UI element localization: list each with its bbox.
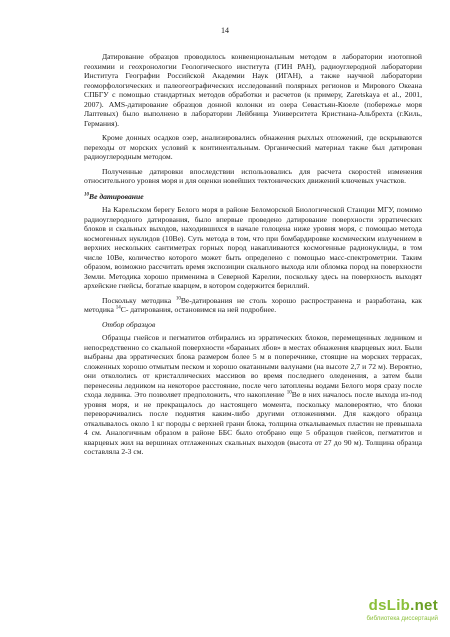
watermark-logo	[369, 597, 438, 614]
dslib-watermark	[346, 597, 438, 625]
isotope-c-sup: 14	[115, 305, 121, 311]
watermark-subtitle: библиотека диссертаций	[366, 615, 438, 622]
text-fragment: Образцы гнейсов и пегматитов отбирались из эрратических блоков, перемещенных ледником и непосредственно со скальной поверхности «бараньих лбов» в местах обнажения кварцевых жил. Были выбраны два эрратических блока размером более 5 м в поперечнике, стоящие на морских террасах, сложенных хорошо отмытым песком и хорошо окатанными валунами (на высоте 2,7 и 72 м). Вероятно, они откололись от кристаллических массивов во время последнего оледенения, а затем были перенесены ледником на некоторое расстояние, после чего затоплены водами Белого моря сразу после схода ледника. Это позволяет предположить, что накопление	[84, 333, 422, 399]
paragraph-white-sea-method: На Карельском берегу Белого моря в районе Беломорской Биологической Станции МГУ, помимо радиоуглеродного датирования, было впервые проведено датирование поверхности эрратических блоков и скальных выходов, находившихся в начале голоцена ниже уровня моря, с помощью метода космогенных нуклидов (10Ве). Суть метода в том, что при бомбардировке космическим излучением в верхних нескольких сантиметрах горных пород накапливаются космогенные радионуклиды, в том числе 10Ве, количество которого может быть определено с помощью масс-спектрометрии. Таким образом, возможно рассчитать время экспозиции скального выхода или обломка пород на поверхности Земли. Методика хорошо применима в Северной Карелии, поскольку здесь на поверхность выходят архейские гнейсы, богатые кварцем, в котором содержится бериллий.	[84, 205, 422, 290]
paragraph-method-comparison	[84, 296, 422, 315]
text-fragment: Ве-датирования не столь хорошо распространена и разработана, как методика	[84, 295, 422, 314]
page-body	[84, 52, 422, 462]
section-heading-be-dating	[84, 192, 422, 202]
watermark-logo-main: dsLib	[368, 597, 411, 614]
paragraph-sampling-details	[84, 333, 422, 457]
heading-isotope-sup: 10	[84, 191, 89, 197]
isotope-be-sup: 10	[175, 295, 181, 301]
page-number: 14	[221, 26, 229, 35]
text-fragment: Поскольку методика	[102, 295, 176, 305]
heading-be-dating-label: Ве датирование	[89, 191, 144, 201]
paragraph-sediments: Кроме донных осадков озер, анализировались обнажения рыхлых отложений, где вскрываются переходы от морских условий к континентальным. Органический материал также был датирован радиоуглеродным методом.	[84, 133, 422, 161]
paragraph-dating-labs: Датирование образцов проводилось конвенциональным методом в лаборатории изотопной геохимии и геохронологии Геологического института (ГИН РАН), радиоуглеродной лаборатории Института Географии Российской Академии Наук (ИГАН), а также научной лаборатории геоморфологических и палеогеографических исследований полярных регионов и Мирового Океана СПБГУ с помощью стандартных методов обработки и расчетов (к примеру, Zaretskaya et al., 2001, 2007). AMS-датирование образцов донной колонки из озера Севастьян-Кюеле (побережье моря Лаптевых) было выполнено в лаборатории Лейбница Университета Кристиана-Альбрехта (г.Киль, Германия).	[84, 52, 422, 128]
isotope-be-sup: 10	[286, 390, 292, 396]
paragraph-dating-usage: Полученные датировки впоследствии использовались для расчета скоростей изменения относительного уровня моря и для оценки новейших тектонических движений ключевых участков.	[84, 166, 422, 185]
subheading-sampling: Отбор образцов	[102, 319, 156, 329]
text-fragment: Ве в них началось после выхода из-под уровня моря, и не прекращалось до настоящего момента, поскольку маловероятно, что блоки переворачивались после поднятия каким-либо другими отложениями. Для каждого образца откалывалось около 1 кг породы с верхней грани блока, толщина откалываемых пластин не превышала 4 см. Аналогичным образом в районе ББС было отобрано еще 5 образцов гнейсов, пегматитов и кварцевых жил на вершинах отглаженных скальных выходов (высота от 27 до 90 м). Толщина образца составляла 2-3 см.	[84, 390, 422, 456]
watermark-logo-tld: .net	[410, 597, 438, 614]
text-fragment: С- датирования, остановимся на ней подробнее.	[120, 305, 277, 314]
